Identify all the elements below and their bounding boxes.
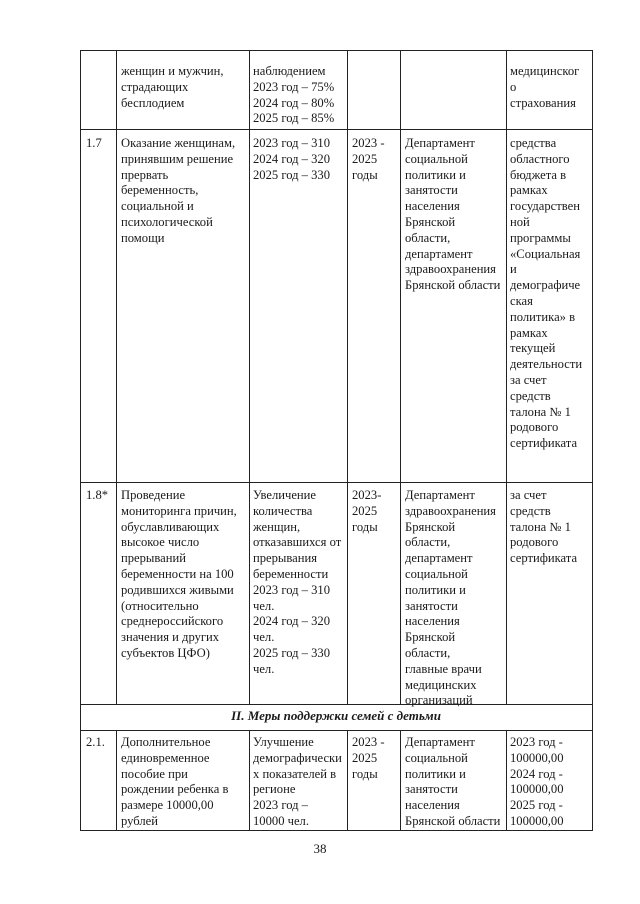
- table-cell-indicator: 2023 год – 310 2024 год – 320 2025 год – 330: [253, 136, 331, 182]
- row-divider: [80, 704, 593, 705]
- table-border-right: [592, 50, 593, 831]
- table-cell-executor: Департамент социальной политики и занятости населения Брянской области, департамент здравоохранения Брянской области: [405, 136, 501, 293]
- table-cell-number: 1.7: [86, 136, 102, 150]
- column-divider: [249, 730, 250, 831]
- column-divider: [249, 50, 250, 704]
- table-cell-indicator: наблюдением 2023 год – 75% 2024 год – 80% 2025 год – 85%: [253, 64, 335, 126]
- section-title: II. Меры поддержки семей с детьми: [231, 708, 441, 723]
- row-divider: [80, 50, 593, 51]
- row-divider: [80, 830, 593, 831]
- row-divider: [80, 730, 593, 731]
- table-cell-period: 2023- 2025 годы: [352, 488, 382, 534]
- table-cell-funding: средства областного бюджета в рамках государствен ной программы «Социальная и демографиче ская политика» в рамках текущей деятельности за счет средств талона № 1 родового сертификата: [510, 136, 583, 451]
- row-divider: [80, 129, 593, 130]
- table-cell-indicator: Увеличение количества женщин, отказавшихся от прерывания беременности 2023 год – 310 чел. 2024 год – 320 чел. 2025 год – 330 чел.: [253, 488, 342, 676]
- table-cell-measure: Дополнительное единовременное пособие при рождении ребенка в размере 10000,00 рублей: [121, 735, 229, 828]
- table-cell-period: 2023 - 2025 годы: [352, 735, 385, 781]
- column-divider: [506, 50, 507, 704]
- column-divider: [400, 730, 401, 831]
- table-cell-measure: Оказание женщинам, принявшим решение прервать беременность, социальной и психологической помощи: [121, 136, 236, 245]
- table-cell-period: 2023 - 2025 годы: [352, 136, 385, 182]
- column-divider: [116, 50, 117, 704]
- table-cell-number: 2.1.: [86, 735, 105, 749]
- table-cell-number: 1.8*: [86, 488, 109, 502]
- table-cell-funding: медицинског о страхования: [510, 64, 580, 110]
- table-cell-measure: женщин и мужчин, страдающих бесплодием: [121, 64, 224, 110]
- table-cell-executor: Департамент здравоохранения Брянской области, департамент социальной политики и занятости населения Брянской области, главные врачи медицинских организаций: [405, 488, 496, 708]
- table-cell-indicator: Улучшение демографически х показателей в регионе 2023 год – 10000 чел.: [253, 735, 342, 828]
- column-divider: [347, 730, 348, 831]
- column-divider: [347, 50, 348, 704]
- row-divider: [80, 482, 593, 483]
- column-divider: [506, 730, 507, 831]
- column-divider: [116, 730, 117, 831]
- table-cell-measure: Проведение мониторинга причин, обуславливающих высокое число прерываний беременности на 100 родившихся живыми (относительно среднероссийского значения и других субъектов ЦФО): [121, 488, 237, 660]
- table-cell-funding: 2023 год - 100000,00 2024 год - 100000,00 2025 год - 100000,00: [510, 735, 564, 828]
- table-cell-executor: Департамент социальной политики и занятости населения Брянской области: [405, 735, 501, 828]
- column-divider: [400, 50, 401, 704]
- table-cell-funding: за счет средств талона № 1 родового сертификата: [510, 488, 578, 566]
- page-number: 38: [313, 841, 327, 856]
